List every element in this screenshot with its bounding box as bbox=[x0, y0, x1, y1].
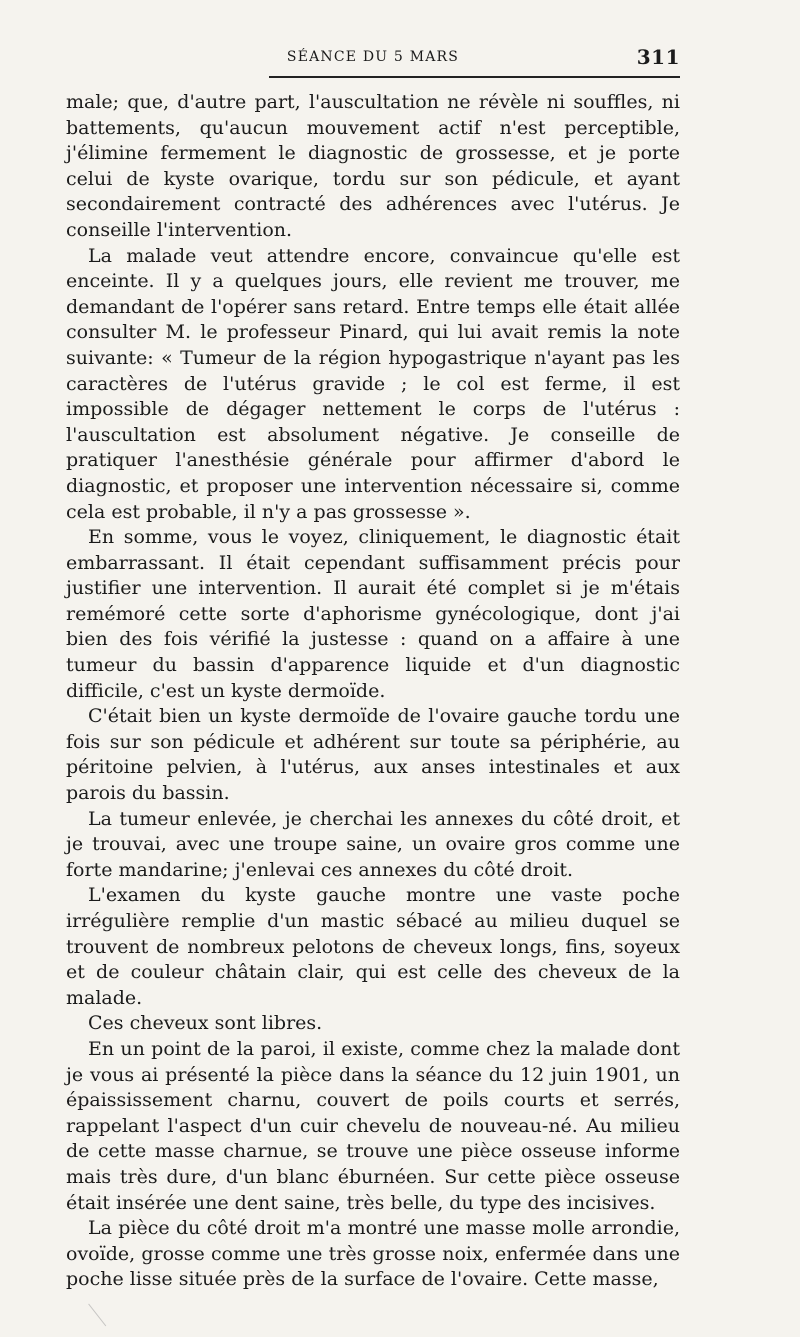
page-number: 311 bbox=[636, 45, 680, 69]
paragraph: male; que, d'autre part, l'auscultation ne révèle ni souffles, ni battements, qu'aucun mouvement actif n'est perceptible, j'élimine fermement le diagnostic de grossesse, et je porte celui de kyste ovarique, tordu sur son pédicule, et ayant secondairement contracté des adhérences avec l'utérus. Je conseille l'intervention. bbox=[66, 91, 680, 241]
paragraph: La pièce du côté droit m'a montré une masse molle arrondie, ovoïde, grosse comme une très grosse noix, enfermée dans une poche lisse située près de la surface de l'ovaire. Cette masse, bbox=[66, 1217, 680, 1291]
stray-pen-mark bbox=[88, 1294, 119, 1327]
paragraph: La tumeur enlevée, je cherchai les annexes du côté droit, et je trouvai, avec une troupe saine, un ovaire gros comme une forte mandarine; j'enlevai ces annexes du côté droit. bbox=[66, 807, 680, 881]
page-header bbox=[66, 46, 680, 68]
paragraph: C'était bien un kyste dermoïde de l'ovaire gauche tordu une fois sur son pédicule et adhérent sur toute sa périphérie, au péritoine pelvien, à l'utérus, aux anses intestinales et aux parois du bassin. bbox=[66, 705, 680, 805]
running-title: SÉANCE DU 5 MARS bbox=[286, 49, 460, 65]
paragraph: En un point de la paroi, il existe, comme chez la malade dont je vous ai présenté la pièce dans la séance du 12 juin 1901, un épaississement charnu, couvert de poils courts et serrés, rappelant l'aspect d'un cuir chevelu de nouveau-né. Au milieu de cette masse charnue, se trouve une pièce osseuse informe mais très dure, d'un blanc éburnéen. Sur cette pièce osseuse était insérée une dent saine, très belle, du type des incisives. bbox=[66, 1037, 680, 1214]
header-rule bbox=[269, 76, 680, 78]
paragraph: En somme, vous le voyez, cliniquement, le diagnostic était embarrassant. Il était cependant suffisamment précis pour justifier une intervention. Il aurait été complet si je m'étais remémoré cette sorte d'aphorisme gynécologique, dont j'ai bien des fois vérifié la justesse : quand on a affaire à une tumeur du bassin d'apparence liquide et d'un diagnostic difficile, c'est un kyste dermoïde. bbox=[66, 526, 680, 702]
paragraph: La malade veut attendre encore, convaincue qu'elle est enceinte. Il y a quelques jours, elle revient me trouver, me demandant de l'opérer sans retard. Entre temps elle était allée consulter M. le professeur Pinard, qui lui avait remis la note suivante: « Tumeur de la région hypogastrique n'ayant pas les caractères de l'utérus gravide ; le col est ferme, il est impossible de dégager nettement le corps de l'utérus : l'auscultation est absolument négative. Je conseille de pratiquer l'anesthésie générale pour affirmer d'abord le diagnostic, et proposer une intervention nécessaire si, comme cela est probable, il n'y a pas grossesse ». bbox=[66, 244, 680, 523]
paragraph: Ces cheveux sont libres. bbox=[88, 1012, 323, 1035]
paragraph: L'examen du kyste gauche montre une vaste poche irrégulière remplie d'un mastic sébacé au milieu duquel se trouvent de nombreux pelotons de cheveux longs, fins, soyeux et de couleur châtain clair, qui est celle des cheveux de la malade. bbox=[66, 884, 680, 1009]
body-text bbox=[66, 90, 680, 1293]
